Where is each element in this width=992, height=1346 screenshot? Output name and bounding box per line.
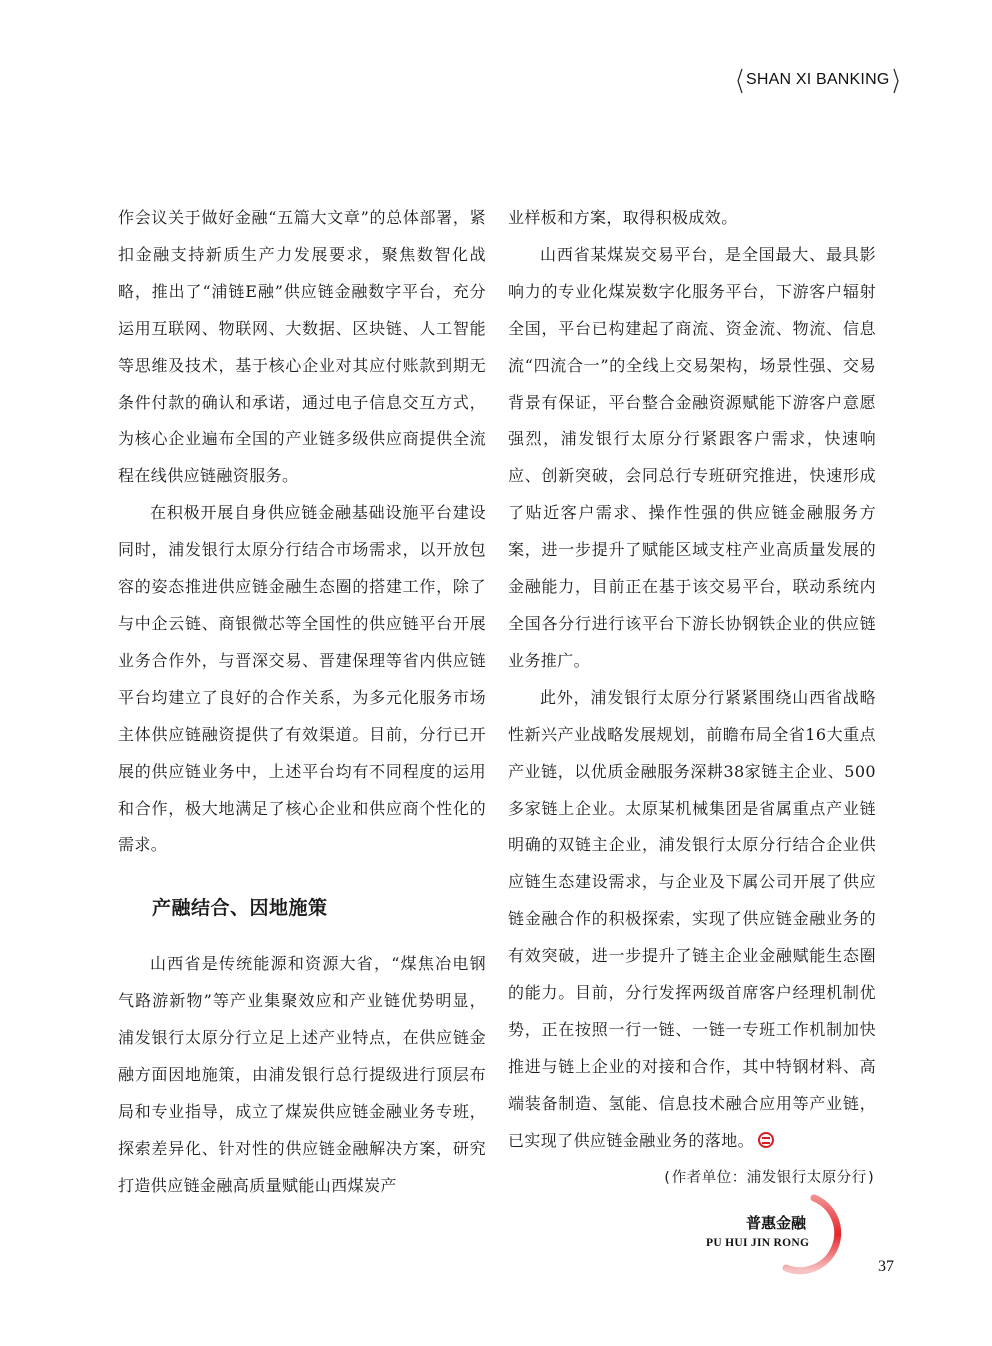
logo-chinese-title: 普惠金融	[746, 1214, 807, 1232]
paragraph: 山西省某煤炭交易平台，是全国最大、最具影响力的专业化煤炭数字化服务平台，下游客户辐射全国，平台已构建起了商流、资金流、物流、信息流“四流合一”的全线上交易架构，场景性强、交易背景有保证，平台整合金融资源赋能下游客户意愿强烈，浦发银行太原分行紧跟客户需求，快速响应、创新突破，会同总行专班研究推进，快速形成了贴近客户需求、操作性强的供应链金融服务方案，进一步提升了赋能区域支柱产业高质量发展的金融能力，目前正在基于该交易平台，联动系统内全国各分行进行该平台下游长协钢铁企业的供应链业务推广。	[508, 244, 876, 670]
left-column	[118, 200, 486, 1205]
paragraph: 在积极开展自身供应链金融基础设施平台建设同时，浦发银行太原分行结合市场需求，以开放包容的姿态推进供应链金融生态圈的搭建工作，除了与中企云链、商银微芯等全国性的供应链平台开展业务合作外，与晋深交易、晋建保理等省内供应链平台均建立了良好的合作关系，为多元化服务市场主体供应链融资提供了有效渠道。目前，分行已开展的供应链业务中，上述平台均有不同程度的运用和合作，极大地满足了核心企业和供应商个性化的需求。	[118, 503, 486, 855]
paragraph-final	[508, 680, 876, 1186]
right-column	[508, 200, 876, 1196]
page-number: 37	[878, 1258, 894, 1275]
end-mark-icon	[758, 1132, 774, 1148]
section-header-tag	[736, 68, 900, 94]
author-affiliation: (作者单位：浦发银行太原分行)	[662, 1169, 876, 1186]
paragraph: 山西省是传统能源和资源大省，“煤焦冶电钢气路游新物”等产业集聚效应和产业链优势明显，浦发银行太原分行立足上述产业特点，在供应链金融方面因地施策，由浦发银行总行提级进行顶层布局和专业指导，成立了煤炭供应链金融业务专班，探索差异化、针对性的供应链金融解决方案，研究打造供应链金融高质量赋能山西煤炭产	[118, 954, 486, 1195]
section-heading: 产融结合、因地施策	[152, 897, 328, 920]
section-header-label: SHAN XI BANKING	[746, 71, 890, 88]
logo-pinyin-title: PU HUI JIN RONG	[706, 1237, 810, 1249]
paragraph-text: 此外，浦发银行太原分行紧紧围绕山西省战略性新兴产业战略发展规划，前瞻布局全省16大重点产业链，以优质金融服务深耕38家链主企业、500多家链上企业。太原某机械集团是省属重点产业链明确的双链主企业，浦发银行太原分行结合企业供应链生态建设需求，与企业及下属公司开展了供应链金融合作的积极探索，实现了供应链金融业务的有效突破，进一步提升了链主企业金融赋能生态圈的能力。目前，分行发挥两级首席客户经理机制优势，正在按照一行一链、一链一专班工作机制加快推进与链上企业的对接和合作，其中特钢材料、高端装备制造、氢能、信息技术融合应用等产业链，已实现了供应链金融业务的落地。	[508, 687, 876, 1150]
footer-logo	[690, 1192, 860, 1278]
paragraph: 作会议关于做好金融“五篇大文章”的总体部署，紧扣金融支持新质生产力发展要求，聚焦数智化战略，推出了“浦链E融”供应链金融数字平台，充分运用互联网、物联网、大数据、区块链、人工智能等思维及技术，基于核心企业对其应付账款到期无条件付款的确认和承诺，通过电子信息交互方式，为核心企业遍布全国的产业链多级供应商提供全流程在线供应链融资服务。	[118, 208, 486, 486]
red-arc-icon	[690, 1192, 860, 1278]
paragraph: 业样板和方案，取得积极成效。	[508, 208, 738, 227]
